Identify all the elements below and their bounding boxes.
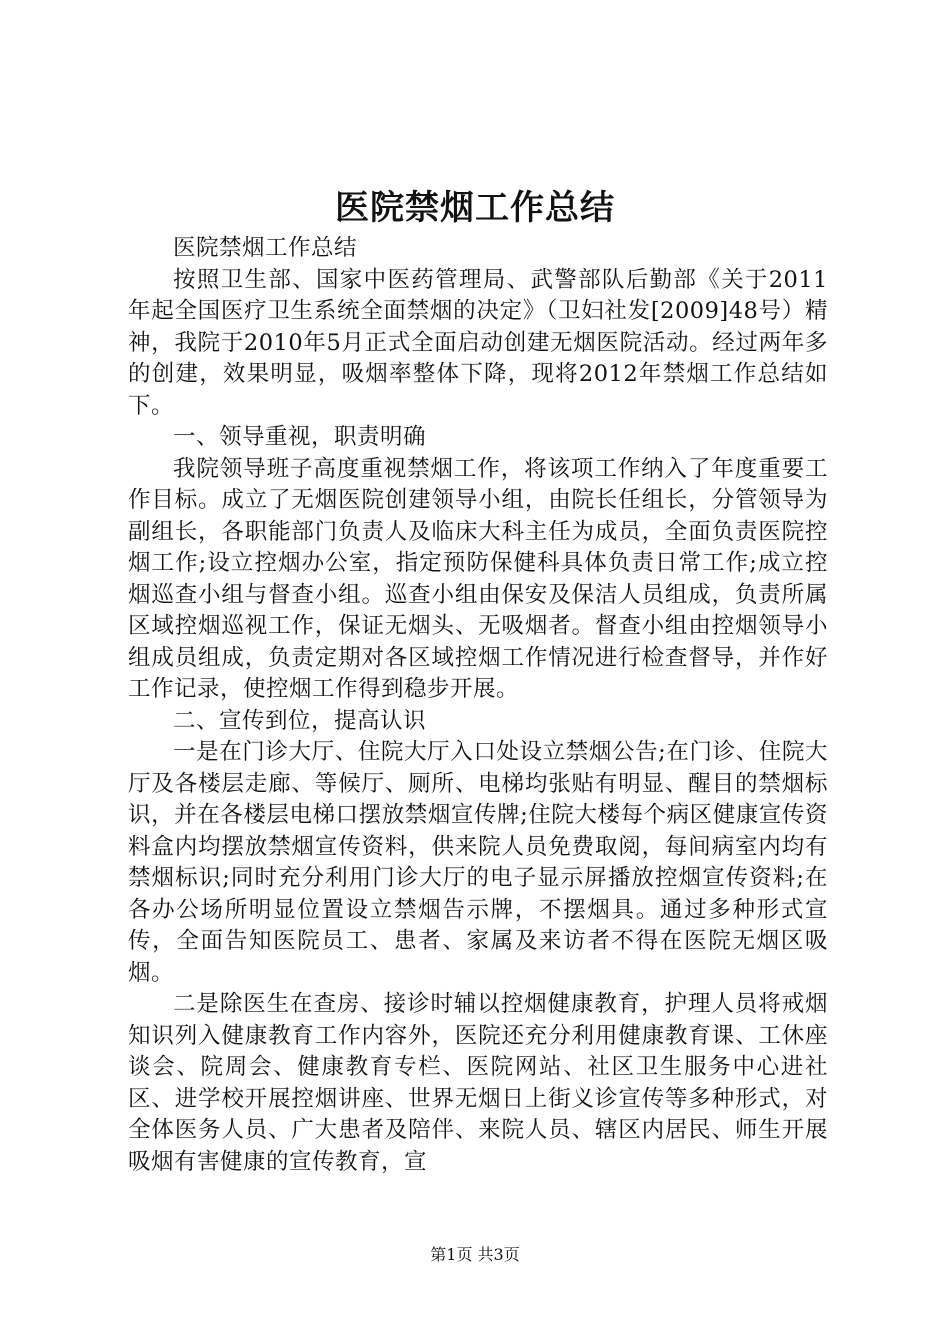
- section-heading-2: 二、宣传到位，提高认识: [173, 707, 427, 734]
- section-heading-1: 一、领导重视，职责明确: [173, 424, 427, 450]
- page-footer: 第1页 共3页: [430, 1245, 520, 1264]
- paragraph-intro: 按照卫生部、国家中医药管理局、武警部队后勤部《关于2011年起全国医疗卫生系统全面禁烟的决定》（卫妇社发[2009]48号）精神，我院于2010年5月正式全面启动创建无烟医院活动。经过两年多的创建，效果明显，吸烟率整体下降，现将2012年禁烟工作总结如下。: [128, 266, 828, 419]
- paragraph-publicity-1: 一是在门诊大厅、住院大厅入口处设立禁烟公告;在门诊、住院大厅及各楼层走廊、等候厅、厕所、电梯均张贴有明显、醒目的禁烟标识，并在各楼层电梯口摆放禁烟宣传牌;住院大楼每个病区健康宣传资料盒内均摆放禁烟宣传资料，供来院人员免费取阅，每间病室内均有禁烟标识;同时充分利用门诊大厅的电子显示屏播放控烟宣传资料;在各办公场所明显位置设立禁烟告示牌，不摆烟具。通过多种形式宣传，全面告知医院员工、患者、家属及来访者不得在医院无烟区吸烟。: [128, 739, 828, 986]
- paragraph-publicity-2: 二是除医生在查房、接诊时辅以控烟健康教育，护理人员将戒烟知识列入健康教育工作内容外，医院还充分利用健康教育课、工休座谈会、院周会、健康教育专栏、医院网站、社区卫生服务中心进社区、进学校开展控烟讲座、世界无烟日上街义诊宣传等多种形式，对全体医务人员、广大患者及陪伴、来院人员、辖区内居民、师生开展吸烟有害健康的宣传教育，宣: [128, 991, 828, 1175]
- document-body: [128, 233, 828, 1178]
- paragraph-leadership: 我院领导班子高度重视禁烟工作，将该项工作纳入了年度重要工作目标。成立了无烟医院创建领导小组，由院长任组长，分管领导为副组长，各职能部门负责人及临床大科主任为成员，全面负责医院控烟工作;设立控烟办公室，指定预防保健科具体负责日常工作;成立控烟巡查小组与督查小组。巡查小组由保安及保洁人员组成，负责所属区域控烟巡视工作，保证无烟头、无吸烟者。督查小组由控烟领导小组成员组成，负责定期对各区域控烟工作情况进行检查督导，并作好工作记录，使控烟工作得到稳步开展。: [128, 455, 828, 702]
- paragraph-subtitle: 医院禁烟工作总结: [173, 235, 358, 261]
- document-title: 医院禁烟工作总结: [335, 188, 615, 228]
